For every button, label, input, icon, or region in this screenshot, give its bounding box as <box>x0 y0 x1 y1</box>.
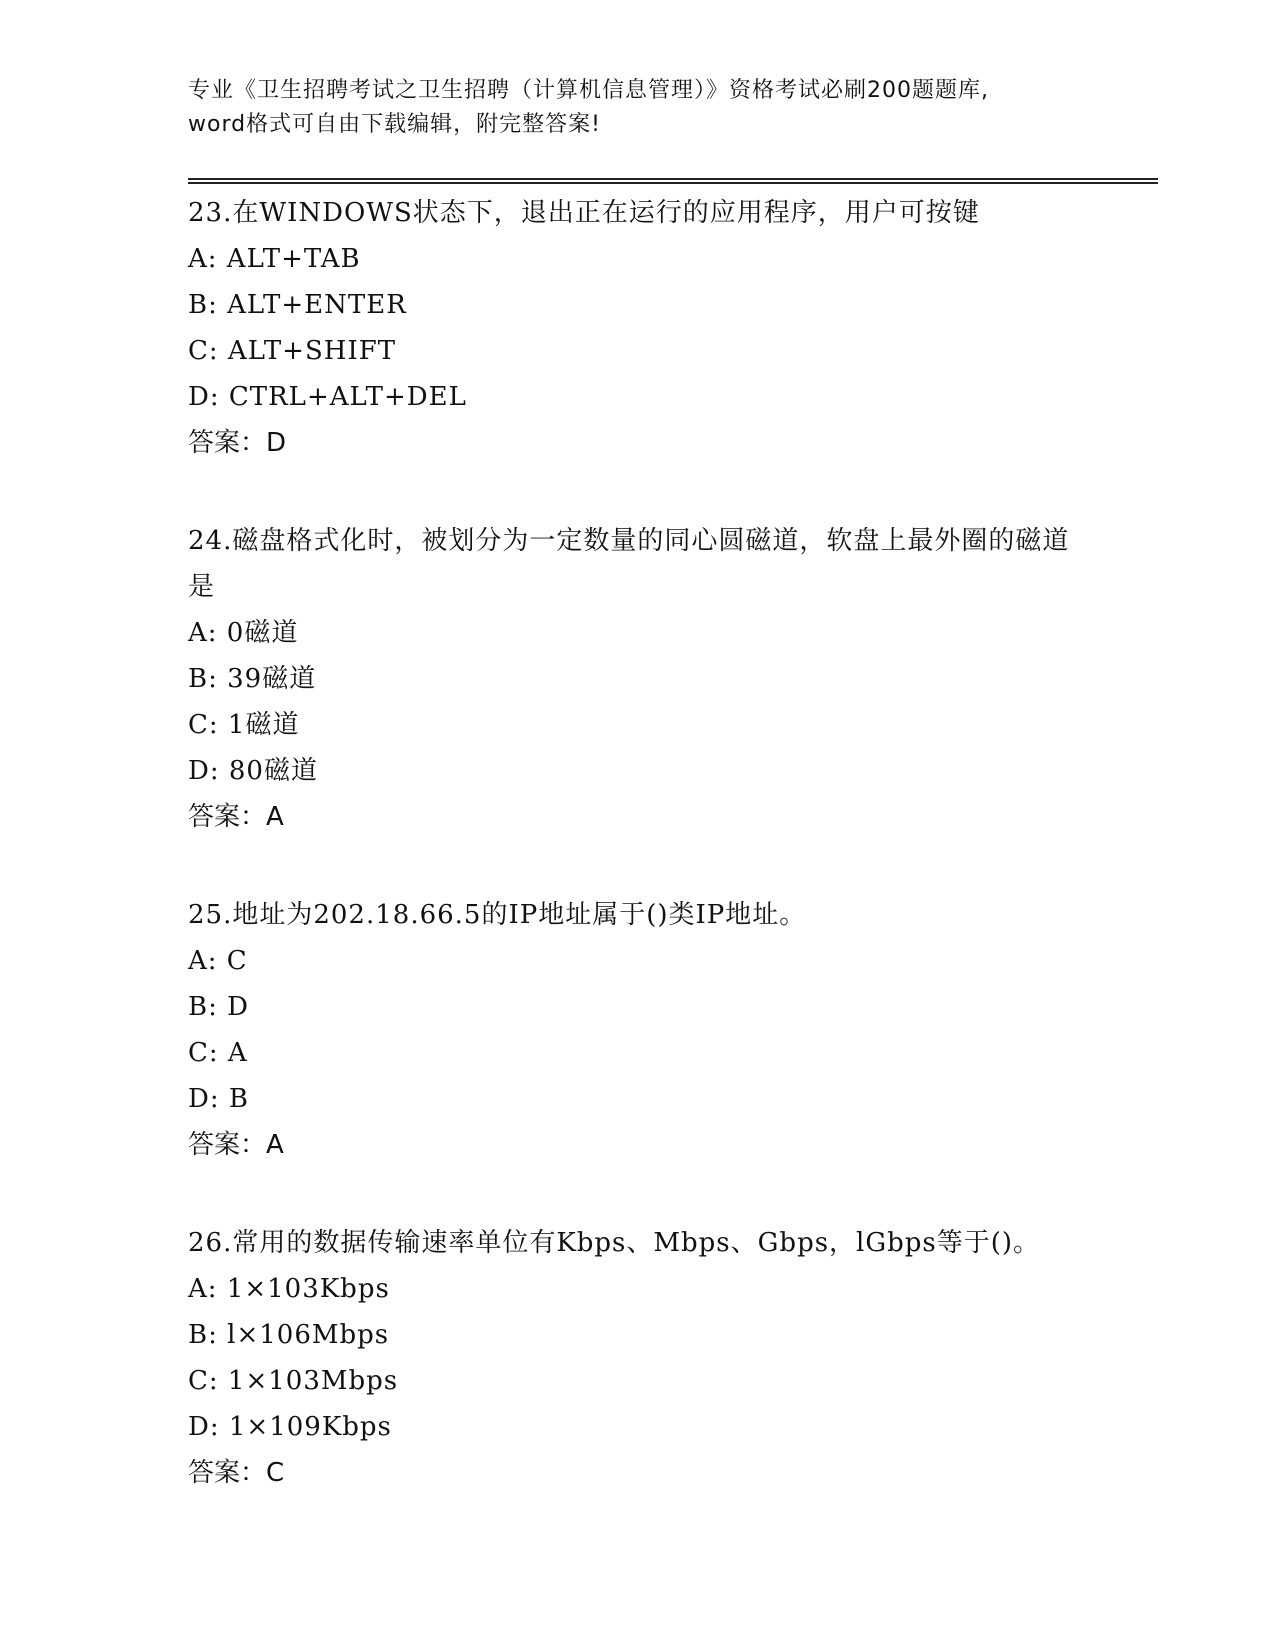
option-c: C: 1×103Mbps <box>188 1366 399 1396</box>
question-stem: 23.在WINDOWS状态下，退出正在运行的应用程序，用户可按键 <box>188 198 980 228</box>
question-stem: 25.地址为202.18.66.5的IP地址属于()类IP地址。 <box>188 900 807 930</box>
option-b: B: ALT+ENTER <box>188 290 407 320</box>
question-26 <box>188 1220 1088 1496</box>
question-23 <box>188 190 1088 466</box>
option-b: B: l×106Mbps <box>188 1320 390 1350</box>
header-divider <box>188 178 1158 184</box>
option-b: B: D <box>188 992 249 1022</box>
question-stem: 26.常用的数据传输速率单位有Kbps、Mbps、Gbps，lGbps等于()。 <box>188 1228 1041 1258</box>
header-line-2: word格式可自由下载编辑，附完整答案! <box>188 112 601 137</box>
option-d: D: CTRL+ALT+DEL <box>188 382 467 412</box>
document-header <box>188 74 1088 142</box>
option-a: A: 0磁道 <box>188 618 299 648</box>
answer: 答案：C <box>188 1458 285 1488</box>
question-24 <box>188 518 1088 840</box>
option-c: C: ALT+SHIFT <box>188 336 397 366</box>
answer: 答案：A <box>188 802 284 832</box>
question-stem: 24.磁盘格式化时，被划分为一定数量的同心圆磁道，软盘上最外圈的磁道是 <box>188 526 1070 602</box>
header-line-1: 专业《卫生招聘考试之卫生招聘（计算机信息管理）》资格考试必刷200题题库, <box>188 78 989 103</box>
question-25 <box>188 892 1088 1168</box>
option-c: C: 1磁道 <box>188 710 300 740</box>
option-d: D: 1×109Kbps <box>188 1412 392 1442</box>
option-c: C: A <box>188 1038 248 1068</box>
option-a: A: C <box>188 946 248 976</box>
option-a: A: 1×103Kbps <box>188 1274 390 1304</box>
option-a: A: ALT+TAB <box>188 244 361 274</box>
option-b: B: 39磁道 <box>188 664 317 694</box>
option-d: D: 80磁道 <box>188 756 318 786</box>
question-list <box>188 190 1088 1548</box>
option-d: D: B <box>188 1084 249 1114</box>
answer: 答案：D <box>188 428 287 458</box>
answer: 答案：A <box>188 1130 284 1160</box>
